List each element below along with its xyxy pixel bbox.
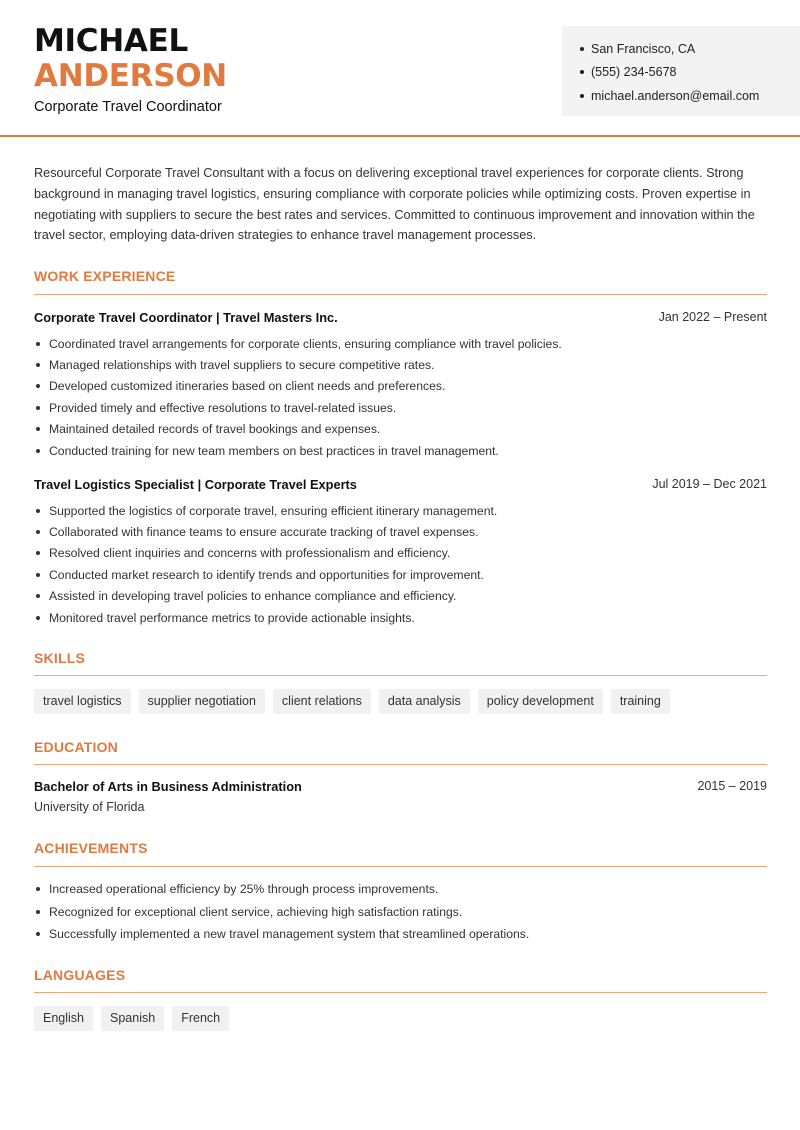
- bullet-icon: [36, 910, 40, 914]
- contact-phone: (555) 234-5678: [580, 61, 800, 85]
- skill-tag: training: [611, 689, 670, 714]
- list-item: Collaborated with finance teams to ensure accurate tracking of travel expenses.: [34, 521, 774, 542]
- section-title-languages: LANGUAGES: [34, 967, 126, 983]
- contact-email[interactable]: michael.anderson@email.com: [580, 84, 800, 108]
- section-divider: [34, 992, 767, 993]
- section-title-education: EDUCATION: [34, 739, 118, 755]
- education-dates: 2015 – 2019: [697, 779, 767, 793]
- skills-list: [34, 689, 670, 714]
- list-item: Assisted in developing travel policies to enhance compliance and efficiency.: [34, 586, 774, 607]
- bullet-icon: [36, 932, 40, 936]
- list-item: Maintained detailed records of travel bookings and expenses.: [34, 419, 774, 440]
- candidate-name: [34, 24, 227, 94]
- list-item: Conducted market research to identify trends and opportunities for improvement.: [34, 564, 774, 585]
- skill-tag: data analysis: [379, 689, 470, 714]
- bullet-icon: [36, 384, 40, 388]
- bullet-icon: [36, 530, 40, 534]
- bullet-icon: [36, 616, 40, 620]
- list-item: Increased operational efficiency by 25% through process improvements.: [34, 878, 774, 900]
- job-dates: Jan 2022 – Present: [658, 310, 767, 324]
- language-tag: French: [172, 1006, 229, 1031]
- bullet-icon: [36, 887, 40, 891]
- bullet-icon: [580, 70, 584, 74]
- list-item: Managed relationships with travel suppliers to secure competitive rates.: [34, 354, 774, 375]
- job-title: Corporate Travel Coordinator | Travel Masters Inc.: [34, 310, 338, 325]
- list-item: Coordinated travel arrangements for corporate clients, ensuring compliance with travel policies.: [34, 333, 774, 354]
- bullet-icon: [36, 551, 40, 555]
- list-item: Successfully implemented a new travel management system that streamlined operations.: [34, 923, 774, 945]
- section-divider: [34, 675, 767, 676]
- job-bullets: [34, 500, 774, 628]
- achievements-list: [34, 878, 774, 945]
- job-dates: Jul 2019 – Dec 2021: [652, 477, 767, 491]
- resume-header: [0, 0, 800, 137]
- bullet-icon: [36, 363, 40, 367]
- skill-tag: client relations: [273, 689, 371, 714]
- first-name: MICHAEL: [34, 23, 188, 59]
- last-name: ANDERSON: [34, 58, 227, 94]
- skill-tag: supplier negotiation: [139, 689, 265, 714]
- language-tag: Spanish: [101, 1006, 164, 1031]
- job-title: Travel Logistics Specialist | Corporate Travel Experts: [34, 477, 357, 492]
- section-divider: [34, 866, 767, 867]
- bullet-icon: [36, 427, 40, 431]
- contact-location: San Francisco, CA: [580, 37, 800, 61]
- section-title-skills: SKILLS: [34, 650, 85, 666]
- education-school: University of Florida: [34, 800, 145, 814]
- languages-list: [34, 1006, 229, 1031]
- bullet-icon: [36, 594, 40, 598]
- education-degree: Bachelor of Arts in Business Administration: [34, 779, 302, 794]
- list-item: Conducted training for new team members on best practices in travel management.: [34, 440, 774, 461]
- skill-tag: policy development: [478, 689, 603, 714]
- skill-tag: travel logistics: [34, 689, 131, 714]
- job-bullets: [34, 333, 774, 461]
- list-item: Developed customized itineraries based on client needs and preferences.: [34, 376, 774, 397]
- candidate-role: Corporate Travel Coordinator: [34, 99, 222, 115]
- contact-box: [562, 26, 800, 116]
- list-item: Resolved client inquiries and concerns with professionalism and efficiency.: [34, 543, 774, 564]
- section-title-achievements: ACHIEVEMENTS: [34, 840, 148, 856]
- bullet-icon: [36, 509, 40, 513]
- bullet-icon: [580, 47, 584, 51]
- section-divider: [34, 764, 767, 765]
- list-item: Monitored travel performance metrics to provide actionable insights.: [34, 607, 774, 628]
- bullet-icon: [36, 406, 40, 410]
- bullet-icon: [36, 573, 40, 577]
- section-divider: [34, 294, 767, 295]
- section-title-work: WORK EXPERIENCE: [34, 268, 176, 284]
- bullet-icon: [36, 342, 40, 346]
- list-item: Supported the logistics of corporate travel, ensuring efficient itinerary management.: [34, 500, 774, 521]
- bullet-icon: [36, 449, 40, 453]
- language-tag: English: [34, 1006, 93, 1031]
- list-item: Provided timely and effective resolutions to travel-related issues.: [34, 397, 774, 418]
- summary: Resourceful Corporate Travel Consultant with a focus on delivering exceptional travel experiences for corporate clients. Strong background in managing travel logistics, ensuring compliance with corporate policies while optimizing costs. Proven expertise in negotiating with suppliers to secure the best rates and services. Committed to continuous improvement and innovation within the travel sector, employing data-driven strategies to enhance travel management processes.: [34, 166, 755, 243]
- list-item: Recognized for exceptional client service, achieving high satisfaction ratings.: [34, 900, 774, 922]
- bullet-icon: [580, 94, 584, 98]
